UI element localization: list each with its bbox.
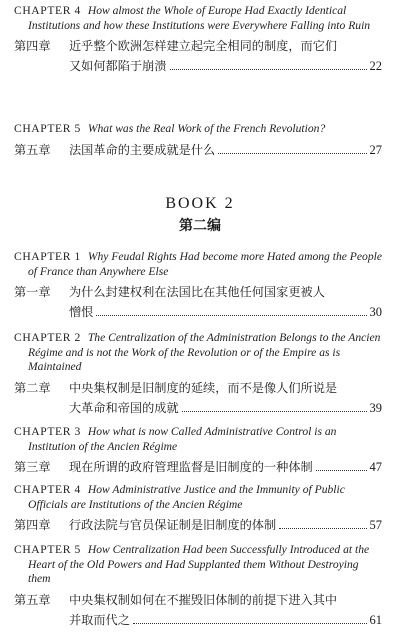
chapter-title-chinese: 憎恨: [69, 305, 94, 320]
chinese-chapter-line: [14, 282, 382, 322]
leader-dots: [316, 469, 367, 471]
chapter-label-chinese: 第一章: [14, 285, 51, 300]
toc-entry: [14, 483, 382, 535]
chapter-title-chinese: 近乎整个欧洲怎样建立起完全相同的制度，而它们: [69, 39, 338, 54]
toc-entry: [14, 250, 382, 322]
english-chapter-heading: [14, 250, 382, 279]
chapter-title-chinese: 中央集权制是旧制度的延续，而不是像人们所说是: [69, 380, 338, 395]
chapter-title-english: How Centralization Had been Successfully Introduced at the Heart of the Old Powers and Had Supplanted them Without Destroying them: [28, 543, 370, 586]
english-chapter-heading: [14, 425, 382, 454]
leader-dots: [96, 314, 366, 316]
chapter-title-chinese: 为什么封建权利在法国比在其他任何国家更被人: [69, 285, 325, 300]
page-number: 61: [369, 612, 382, 627]
book-heading-chinese: 第二编: [179, 218, 221, 234]
chapter-label-chinese: 第五章: [14, 592, 51, 607]
chinese-chapter-line: [14, 36, 382, 76]
english-chapter-heading: [14, 4, 382, 33]
chapter-title-english: How what is now Called Administrative Control is an Institution of the Ancien Régime: [28, 425, 337, 453]
leader-dots: [279, 527, 366, 529]
chinese-chapter-line: [14, 140, 382, 160]
leader-dots: [133, 622, 367, 624]
chapter-title-english: What was the Real Work of the French Revolution?: [87, 122, 326, 135]
chapter-label-chinese: 第三章: [14, 460, 51, 475]
english-chapter-heading: [14, 543, 382, 587]
english-chapter-heading: [14, 483, 382, 512]
chapter-title-english: Why Feudal Rights Had become more Hated among the People of France than Anywhere Else: [28, 250, 382, 278]
chapter-label-chinese: 第四章: [14, 39, 51, 54]
chapter-title-chinese: 法国革命的主要成就是什么: [69, 142, 216, 157]
chapter-label: CHAPTER 2: [14, 331, 81, 344]
toc-entry: [14, 331, 382, 418]
chapter-label-chinese: 第二章: [14, 380, 51, 395]
page-number: 57: [369, 518, 382, 533]
chinese-chapter-line: [14, 515, 382, 535]
chapter-title-english: How Administrative Justice and the Immunity of Public Officials are Institutions of the Ancien Régime: [28, 483, 345, 511]
chinese-chapter-line: [14, 590, 382, 630]
chapter-label: CHAPTER 4: [14, 483, 81, 496]
chapter-title-chinese: 大革命和帝国的成就: [69, 400, 179, 415]
english-chapter-heading: [14, 331, 382, 375]
chinese-chapter-line: [14, 378, 382, 418]
chapter-title-english: How almost the Whole of Europe Had Exactly Identical Institutions and how these Institutions were Everywhere Falling into Ruin: [28, 4, 371, 32]
chapter-title-chinese: 中央集权制如何在不摧毁旧体制的前提下进入其中: [69, 592, 338, 607]
toc-entry: [14, 543, 382, 630]
page-number: 47: [369, 460, 382, 475]
chapter-title-chinese: 现在所谓的政府管理监督是旧制度的一种体制: [69, 460, 313, 475]
leader-dots: [182, 410, 367, 412]
page-number: 39: [369, 400, 382, 415]
chapter-title-chinese: 并取而代之: [69, 612, 130, 627]
chapter-label: CHAPTER 1: [14, 250, 81, 263]
toc-entry: [14, 4, 382, 76]
chapter-label: CHAPTER 4: [14, 4, 81, 17]
chapter-title-english: The Centralization of the Administration Belongs to the Ancien Régime and is not the Work of the Revolution or of the Empire as is Maintained: [28, 331, 381, 374]
chinese-chapter-line: [14, 457, 382, 477]
chapter-label: CHAPTER 3: [14, 425, 81, 438]
page-number: 27: [369, 142, 382, 157]
page-number: 30: [369, 305, 382, 320]
page-number: 22: [369, 59, 382, 74]
chapter-label: CHAPTER 5: [14, 543, 81, 556]
leader-dots: [170, 68, 367, 70]
toc-entry: [14, 122, 382, 160]
book-heading: [0, 195, 400, 235]
chapter-label-chinese: 第五章: [14, 142, 51, 157]
chapter-title-chinese: 又如何都陷于崩溃: [69, 59, 167, 74]
leader-dots: [218, 152, 366, 154]
chapter-title-chinese: 行政法院与官员保证制是旧制度的体制: [69, 518, 277, 533]
english-chapter-heading: [14, 122, 382, 137]
chapter-label-chinese: 第四章: [14, 518, 51, 533]
book-heading-english: BOOK 2: [165, 195, 235, 212]
toc-entry: [14, 425, 382, 477]
chapter-label: CHAPTER 5: [14, 122, 81, 135]
